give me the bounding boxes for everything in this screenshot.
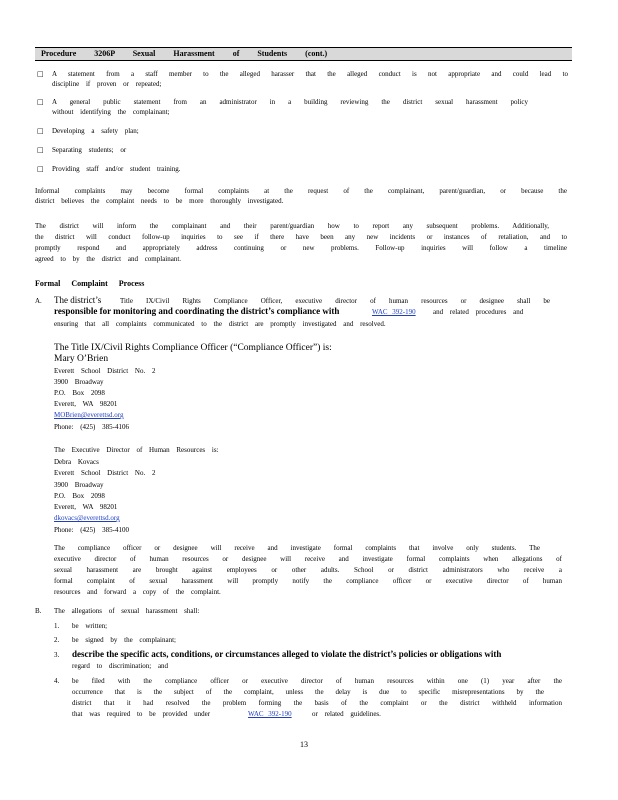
hr-email-link[interactable]: dkovacs@everettsd.org [54,514,120,522]
hr-phone: Phone: (425) 385-4100 [54,526,129,534]
wac-link[interactable]: WAC 392-190 [248,710,292,718]
list-number: 2. [54,636,60,644]
bullet-text: Separating students; or [52,146,127,154]
compliance-paragraph-line: resources and forward a copy of the complaint. [54,588,221,596]
hr-org: Everett School District No. 2 [54,469,156,477]
compliance-paragraph-line: formal complaint of sexual harassment will promptly notify the compliance officer or executive director of human [54,577,562,585]
item-a-text: Title IX/Civil Rights Compliance Officer, executive director of human resources or designee shall be [120,297,550,305]
list-number: 4. [54,677,60,685]
officer-name: Mary O’Brien [54,354,109,364]
bullet-text: without identifying the complainant; [52,108,170,116]
bullet-icon: □ [37,127,44,135]
list-item-text: or related guidelines. [312,710,381,718]
item-label: A. [35,297,42,305]
list-number: 1. [54,622,60,630]
header-title: Procedure 3206P Sexual Harassment of Students (cont.) [41,49,328,58]
section-heading: Formal Complaint Process [35,279,145,288]
informal-paragraph-line: district believes the complaint needs to be more thoroughly investigated. [35,197,284,205]
bullet-icon: □ [37,70,44,78]
bullet-text: Developing a safety plan; [52,127,139,135]
officer-city: Everett, WA 98201 [54,400,118,408]
officer-email-link[interactable]: MOBrien@everettsd.org [54,411,124,419]
bullet-icon: □ [37,146,44,154]
hr-name: Debra Kovacs [54,458,99,466]
followup-paragraph-line: promptly respond and appropriately address continuing or new problems. Follow-up inquiries will follow a timeline [35,244,567,252]
bullet-text: A general public statement from an administrator in a building reviewing the district sexual harassment policy [52,98,528,106]
officer-heading: The Title IX/Civil Rights Compliance Officer (“Compliance Officer”) is: [54,343,332,353]
item-a-lead: The district’s [54,295,102,305]
item-b-intro: The allegations of sexual harassment shall: [54,607,200,615]
officer-street: 3900 Broadway [54,378,104,386]
item-a-emphasis: responsible for monitoring and coordinating the district’s compliance with [54,306,340,316]
list-item-emphasis: describe the specific acts, conditions, or circumstances alleged to violate the district’s policies or obligations with [72,649,502,659]
officer-po: P.O. Box 2098 [54,389,105,397]
compliance-paragraph-line: sexual harassment are brought against employees or other adults. School or district administrators who receive a [54,566,562,574]
hr-po: P.O. Box 2098 [54,492,105,500]
wac-link[interactable]: WAC 392-190 [372,308,416,316]
bullet-text: discipline if proven or repeated; [52,80,162,88]
bullet-text: Providing staff and/or student training. [52,165,181,173]
list-item-text: be signed by the complainant; [72,636,176,644]
compliance-paragraph-line: executive director of human resources or designee will receive and investigate formal complaints when allegations of [54,555,562,563]
page-number: 13 [300,740,308,749]
officer-phone: Phone: (425) 385-4106 [54,423,129,431]
item-a-text: ensuring that all complaints communicated to the district are promptly investigated and resolved. [54,320,386,328]
hr-heading: The Executive Director of Human Resources is: [54,446,219,454]
followup-paragraph-line: the district will conduct follow-up inquiries to see if there have been any new incidents or instances of retaliation, and to [35,233,567,241]
item-label: B. [35,607,42,615]
procedure-header [35,47,572,61]
list-item-text: that was required to be provided under [72,710,211,718]
hr-street: 3900 Broadway [54,481,104,489]
list-item-text: district that it had resolved the problem forming the basis of the complaint or the district withheld information [72,699,562,707]
list-item-text: be written; [72,622,108,630]
compliance-paragraph-line: The compliance officer or designee will receive and investigate formal complaints that involve only students. The [54,544,540,552]
list-item-text: occurrence that is the subject of the complaint, unless the delay is due to specific misrepresentations by the [72,688,544,696]
list-number: 3. [54,651,60,659]
list-item-text: regard to discrimination; and [72,662,169,670]
informal-paragraph-line: Informal complaints may become formal complaints at the request of the complainant, parent/guardian, or because the [35,187,567,195]
list-item-text: be filed with the compliance officer or executive director of human resources within one (1) year after the [72,677,562,685]
bullet-text: A statement from a staff member to the alleged harasser that the alleged conduct is not appropriate and could lead to [52,70,568,78]
followup-paragraph-line: The district will inform the complainant and their parent/guardian how to report any subsequent problems. Additionally, [35,222,549,230]
followup-paragraph-line: agreed to by the district and complainant. [35,255,182,263]
bullet-icon: □ [37,98,44,106]
item-a-text: and related procedures and [433,308,524,316]
bullet-icon: □ [37,165,44,173]
officer-org: Everett School District No. 2 [54,367,156,375]
hr-city: Everett, WA 98201 [54,503,118,511]
